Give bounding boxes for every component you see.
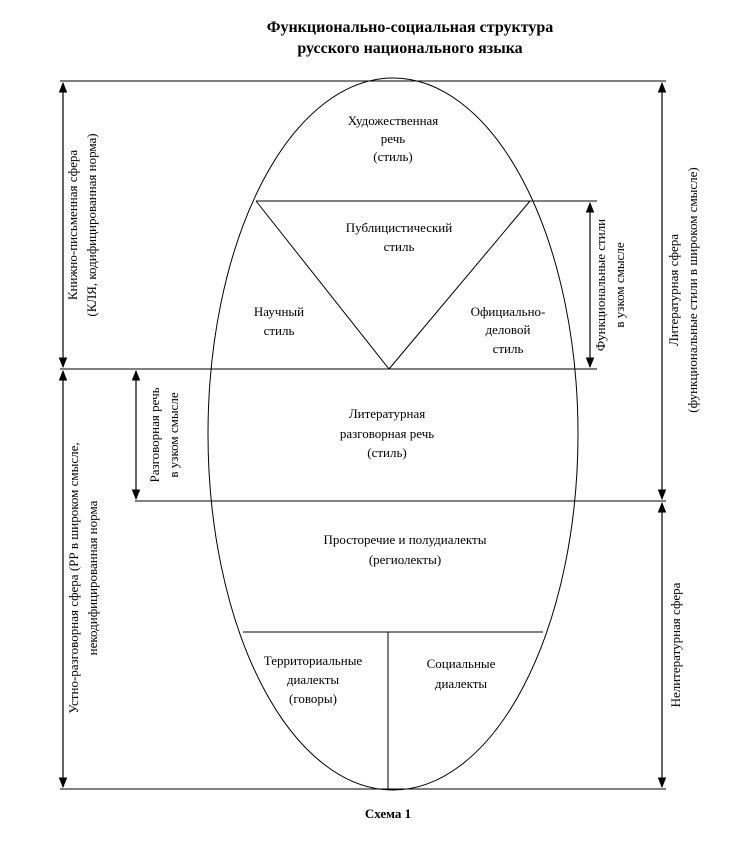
bookish-sphere-label: [65, 133, 99, 316]
territorial-line-1: Территориальные: [263, 653, 363, 668]
scientific-style-label: [254, 304, 304, 338]
vernacular-label: [324, 532, 487, 567]
colloquial-narrow-line-1: Разговорная речь: [147, 387, 162, 483]
literary-sphere-label: [666, 167, 700, 413]
functional-narrow-line-2: в узком смысле: [612, 242, 627, 328]
territorial-dialects-label: [264, 653, 363, 706]
social-line-2: диалекты: [434, 676, 488, 691]
scientific-line-1: Научный: [253, 304, 305, 319]
literary-colloquial-line-2: разговорная речь: [339, 426, 435, 441]
publicistic-style-label: [346, 220, 452, 254]
territorial-line-2: диалекты: [286, 672, 340, 687]
publicistic-line-1: Публицистический: [345, 220, 453, 235]
literary-colloquial-line-1: Литературная: [348, 406, 426, 421]
social-dialects-label: [427, 656, 496, 691]
oral-line-2: некодифицированная норма: [85, 500, 100, 656]
artistic-line-3: (стиль): [373, 149, 413, 164]
artistic-line-2: речь: [380, 131, 406, 146]
literary-sphere-line-1: Литературная сфера: [666, 233, 681, 347]
oral-line-1: Устно-разговорная сфера (РР в широком смысле,: [66, 442, 81, 714]
social-line-1: Социальные: [426, 656, 496, 671]
colloquial-narrow-label: [147, 387, 181, 482]
title-line-1: Функционально-социальная структура: [266, 19, 554, 36]
nonliterary-sphere-label: Нелитературная сфера: [668, 582, 683, 708]
bookish-line-2: (КЛЯ, кодифицированная норма): [84, 133, 99, 317]
artistic-line-1: Художественная: [347, 113, 439, 128]
functional-narrow-label: [593, 219, 627, 351]
diagram-caption: Схема 1: [364, 806, 412, 821]
literary-colloquial-line-3: (стиль): [367, 445, 407, 460]
functional-narrow-line-1: Функциональные стили: [593, 218, 608, 352]
official-line-1: Официально-: [470, 304, 546, 319]
literary-colloquial-label: [340, 406, 434, 460]
official-line-2: деловой: [485, 322, 531, 337]
vernacular-line-2: (региолекты): [368, 552, 442, 567]
publicistic-line-2: стиль: [383, 239, 415, 254]
scientific-line-2: стиль: [263, 323, 295, 338]
literary-sphere-line-2: (функциональные стили в широком смысле): [685, 167, 700, 413]
official-style-label: [471, 304, 546, 356]
colloquial-narrow-line-2: в узком смысле: [166, 392, 181, 478]
vernacular-line-1: Просторечие и полудиалекты: [323, 532, 487, 547]
artistic-style-label: [348, 113, 439, 164]
territorial-line-3: (говоры): [289, 691, 337, 706]
bookish-line-1: Книжно-письменная сфера: [65, 149, 80, 301]
title-line-2: русского национального языка: [297, 40, 523, 57]
official-line-3: стиль: [492, 341, 524, 356]
oral-sphere-label: [66, 442, 100, 713]
